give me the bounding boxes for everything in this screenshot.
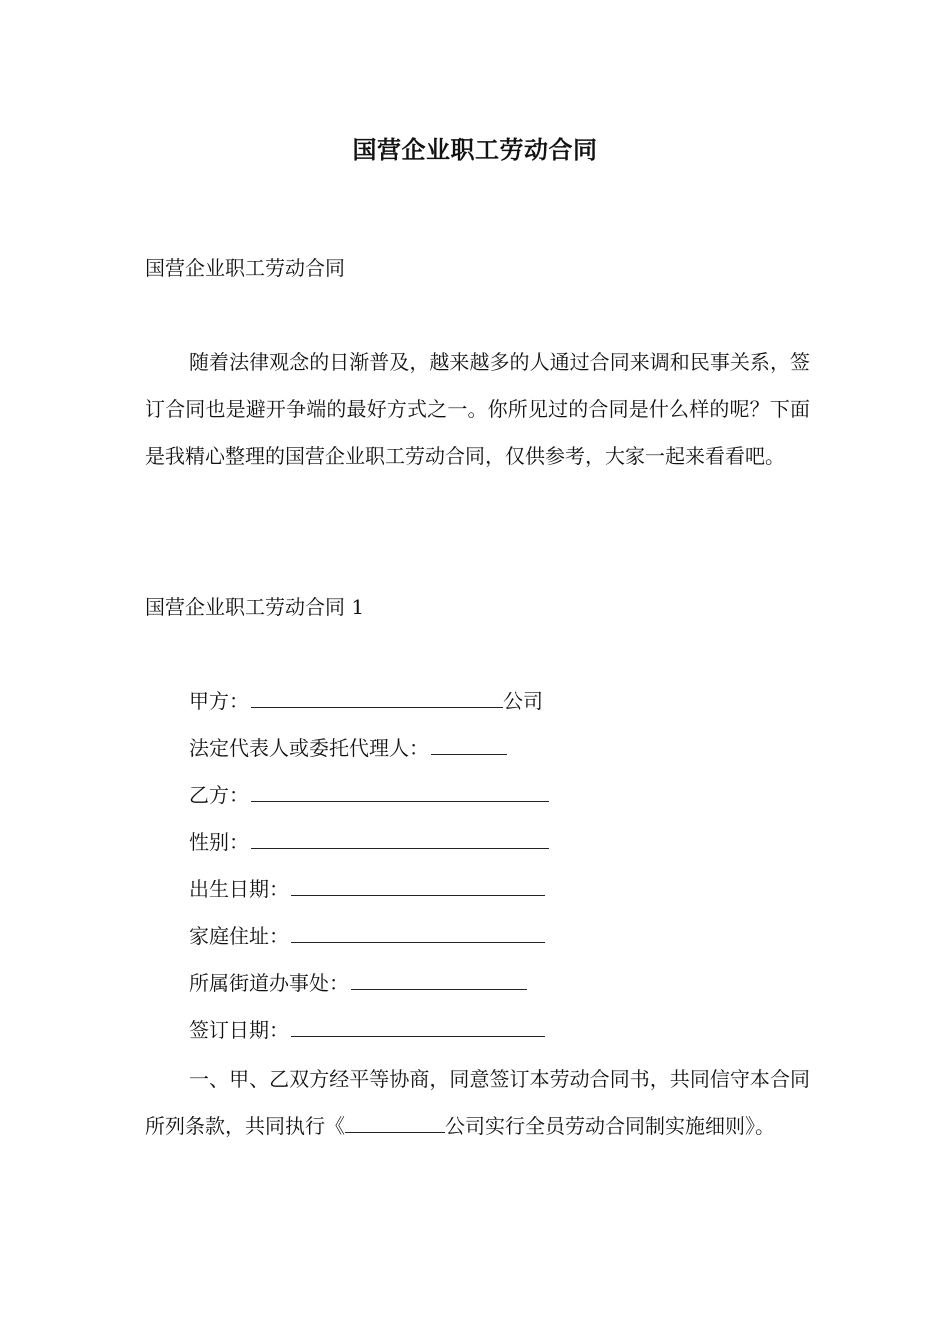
field-label: 签订日期： bbox=[189, 1018, 289, 1042]
field-party-a bbox=[189, 686, 543, 716]
field-signing-date bbox=[189, 1015, 545, 1045]
clause-1-text-before: 一、甲、乙双方经平等协商，同意签订本劳动合同书，共同信守本合同所列条款，共同执行《 bbox=[145, 1067, 810, 1138]
intro-paragraph: 随着法律观念的日渐普及，越来越多的人通过合同来调和民事关系，签订合同也是避开争端的最好方式之一。你所见过的合同是什么样的呢？下面是我精心整理的国营企业职工劳动合同，仅供参考，大家一起来看看吧。 bbox=[145, 350, 810, 468]
fill-in-blank[interactable] bbox=[431, 734, 507, 755]
field-subdistrict-office bbox=[189, 968, 527, 998]
fill-in-blank[interactable] bbox=[251, 687, 503, 708]
field-label: 所属街道办事处： bbox=[189, 971, 349, 995]
fill-in-blank[interactable] bbox=[251, 781, 549, 802]
field-label: 性别： bbox=[189, 830, 249, 854]
fill-in-blank[interactable] bbox=[291, 922, 545, 943]
fill-in-blank[interactable] bbox=[345, 1112, 445, 1133]
field-label: 乙方： bbox=[189, 783, 249, 807]
field-legal-representative bbox=[189, 733, 507, 763]
section-heading: 国营企业职工劳动合同 1 bbox=[145, 595, 365, 619]
document-subtitle: 国营企业职工劳动合同 bbox=[145, 256, 345, 280]
fill-in-blank[interactable] bbox=[251, 828, 549, 849]
clause-1-paragraph bbox=[145, 1056, 810, 1150]
field-gender bbox=[189, 827, 549, 857]
field-party-b bbox=[189, 780, 549, 810]
field-label: 法定代表人或委托代理人： bbox=[189, 736, 429, 760]
field-label: 家庭住址： bbox=[189, 924, 289, 948]
fill-in-blank[interactable] bbox=[351, 969, 527, 990]
field-label: 甲方： bbox=[189, 689, 249, 713]
field-birth-date bbox=[189, 874, 545, 904]
field-label: 出生日期： bbox=[189, 877, 289, 901]
field-suffix: 公司 bbox=[503, 689, 543, 713]
clause-1-text-after: 公司实行全员劳动合同制实施细则》。 bbox=[445, 1114, 775, 1138]
fill-in-blank[interactable] bbox=[291, 875, 545, 896]
document-title: 国营企业职工劳动合同 bbox=[352, 136, 598, 164]
fill-in-blank[interactable] bbox=[291, 1016, 545, 1037]
field-home-address bbox=[189, 921, 545, 951]
